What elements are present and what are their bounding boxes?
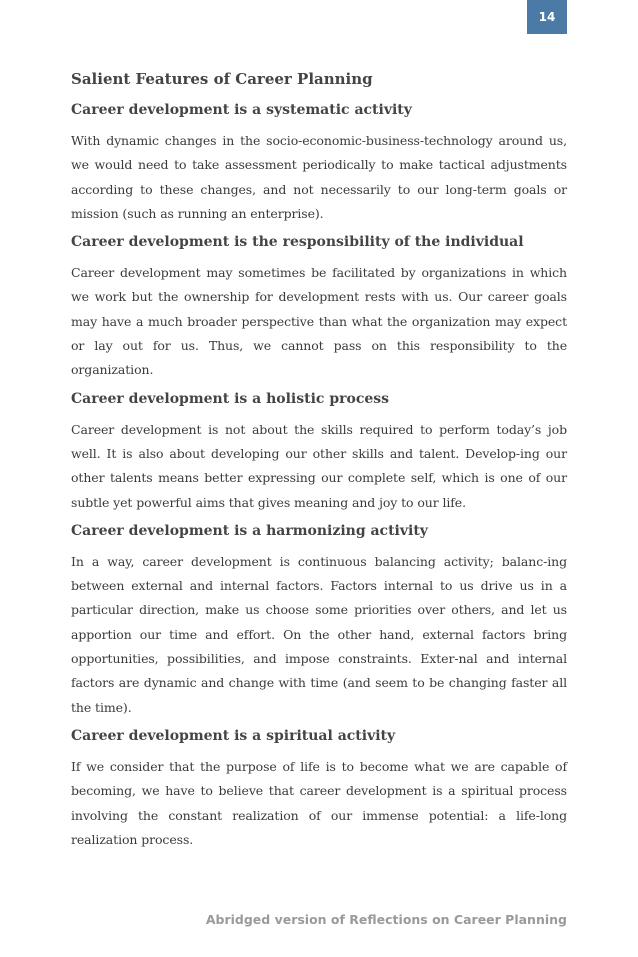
section-harmonizing <box>71 521 567 720</box>
section-heading: Career development is a holistic process <box>71 390 390 407</box>
section-body: If we consider that the purpose of life is to become what we are capable of becoming, we have to believe that career development is a spiritual process involving the constant realization of our immense potential: a life-long realization process. <box>71 758 567 847</box>
section-responsibility <box>71 232 567 382</box>
section-holistic <box>71 389 567 515</box>
section-heading: Career development is a spiritual activity <box>71 727 396 744</box>
section-heading: Career development is a systematic activity <box>71 102 412 118</box>
page-content <box>71 68 567 858</box>
section-body: Career development is not about the skills required to perform today’s job well. It is also about developing our other skills and talent. Develop-ing our other talents means better expressing our complete self, which is one of our subtle yet powerful aims that gives meaning and joy to our life. <box>71 421 567 510</box>
section-heading: Career development is the responsibility of the individual <box>71 234 524 251</box>
section-body: In a way, career development is continuous balancing activity; balanc-ing between external and internal factors. Factors internal to us drive us in a particular direction, make us choose some priorities over others, and let us apportion our time and effort. On the other hand, external factors bring opportunities, possibilities, and impose constraints. Exter-nal and internal factors are dynamic and change with time (and seem to be changing faster all the time). <box>71 553 567 715</box>
section-systematic <box>71 100 567 226</box>
page-number-badge: 14 <box>527 0 567 34</box>
section-spiritual <box>71 726 567 852</box>
page-title: Salient Features of Career Planning <box>71 70 373 88</box>
section-body: Career development may sometimes be facilitated by organizations in which we work but the ownership for development rests with us. Our career goals may have a much broader perspective than what the organization may expect or lay out for us. Thus, we cannot pass on this responsibility to the organization. <box>71 265 567 378</box>
page-footer: Abridged version of Reflections on Career Planning <box>205 912 567 927</box>
section-body: With dynamic changes in the socio-economic-business-technology around us, we would need to take assessment periodically to make tactical adjustments according to these changes, and not necessarily to our long-term goals or mission (such as running an enterprise). <box>71 133 567 221</box>
section-heading: Career development is a harmonizing activity <box>71 522 428 539</box>
